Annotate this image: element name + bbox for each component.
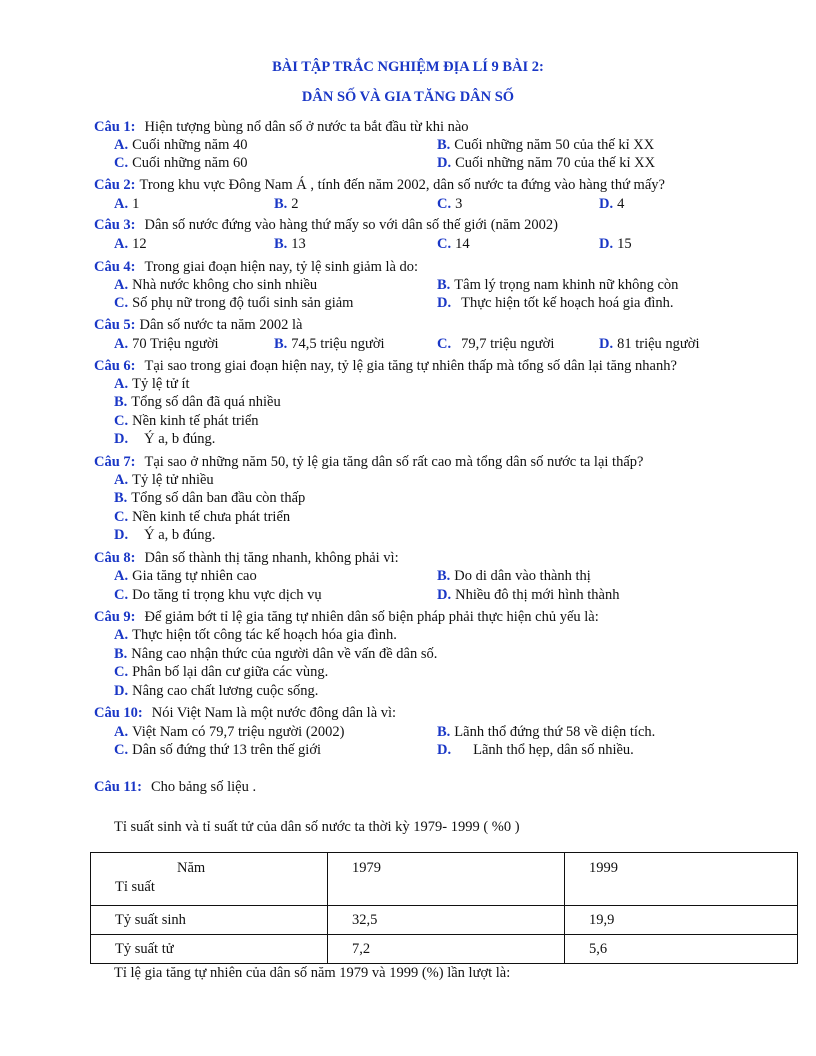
option-letter: B. xyxy=(274,236,288,252)
question-text: Dân số thành thị tăng nhanh, không phải vì: xyxy=(144,550,399,566)
question-label: Câu 9: xyxy=(94,609,136,625)
option-letter: D. xyxy=(599,196,614,212)
answer-option[interactable] xyxy=(437,136,654,155)
answer-option[interactable] xyxy=(437,294,674,313)
answer-option[interactable] xyxy=(114,276,317,295)
question-stem xyxy=(94,316,784,335)
option-row xyxy=(114,154,794,172)
option-letter: C. xyxy=(114,742,129,758)
question-text: Nói Việt Nam là một nước đông dân là vì: xyxy=(151,705,397,721)
option-text: Cuối những năm 70 của thế kỉ XX xyxy=(455,155,656,171)
answer-option[interactable] xyxy=(114,430,215,449)
option-letter: A. xyxy=(114,196,129,212)
answer-option[interactable] xyxy=(114,586,322,605)
option-text: 15 xyxy=(617,236,632,252)
answer-option[interactable] xyxy=(437,335,554,354)
option-letter: D. xyxy=(437,587,452,603)
option-row xyxy=(114,645,794,663)
option-row xyxy=(114,195,794,213)
answer-option[interactable] xyxy=(437,741,634,760)
answer-option[interactable] xyxy=(114,154,248,173)
question-label: Câu 2: xyxy=(94,177,136,193)
option-letter: B. xyxy=(274,196,288,212)
option-text: Cuối những năm 40 xyxy=(132,137,248,153)
option-text: Thực hiện tốt kế hoạch hoá gia đình. xyxy=(461,295,674,311)
option-text: Lãnh thổ đứng thứ 58 về diện tích. xyxy=(454,724,656,740)
question-label: Câu 4: xyxy=(94,259,136,275)
option-letter: A. xyxy=(114,568,129,584)
option-text: Nhà nước không cho sinh nhiều xyxy=(132,277,318,293)
answer-option[interactable] xyxy=(114,508,290,527)
option-row xyxy=(114,586,794,604)
question-text: Trong giai đoạn hiện nay, tỷ lệ sinh giảm là do: xyxy=(144,259,419,275)
answer-option[interactable] xyxy=(114,412,259,431)
option-text: 13 xyxy=(291,236,306,252)
option-letter: A. xyxy=(114,472,129,488)
answer-option[interactable] xyxy=(437,195,462,214)
question-text: Để giảm bớt tỉ lệ gia tăng tự nhiên dân số biện pháp phải thực hiện chủ yếu là: xyxy=(144,609,599,625)
table-cell: 5,6 xyxy=(565,935,798,964)
option-row xyxy=(114,276,794,294)
option-letter: D. xyxy=(114,683,129,699)
table-header-rate-label: Tỉ suất xyxy=(115,879,155,895)
question-stem xyxy=(94,549,784,568)
option-row xyxy=(114,723,794,741)
answer-option[interactable] xyxy=(599,235,632,254)
table-row xyxy=(91,906,798,935)
answer-option[interactable] xyxy=(114,294,353,313)
question-text: Tại sao ở những năm 50, tỷ lệ gia tăng dân số rất cao mà tổng dân số nước ta lại thấp? xyxy=(144,454,644,470)
option-text: 4 xyxy=(617,196,625,212)
option-letter: D. xyxy=(599,236,614,252)
question-stem xyxy=(94,778,784,797)
option-text: 1 xyxy=(132,196,140,212)
option-letter: D. xyxy=(114,431,129,447)
option-row xyxy=(114,682,794,700)
table-cell: 19,9 xyxy=(565,906,798,935)
answer-option[interactable] xyxy=(114,335,219,354)
option-row xyxy=(114,294,794,312)
option-text: Việt Nam có 79,7 triệu người (2002) xyxy=(132,724,345,740)
option-letter: B. xyxy=(274,336,288,352)
option-text: Phân bố lại dân cư giữa các vùng. xyxy=(132,664,329,680)
option-row xyxy=(114,526,794,544)
option-row xyxy=(114,136,794,154)
answer-option[interactable] xyxy=(274,235,306,254)
answer-option[interactable] xyxy=(114,663,328,682)
option-text: Nền kinh tế phát triển xyxy=(132,413,259,429)
answer-option[interactable] xyxy=(114,626,397,645)
option-row xyxy=(114,375,794,393)
question-stem xyxy=(94,704,784,723)
option-text: 14 xyxy=(455,236,470,252)
option-letter: B. xyxy=(114,646,128,662)
answer-option[interactable] xyxy=(437,235,470,254)
answer-option[interactable] xyxy=(114,682,318,701)
option-text: Dân số đứng thứ 13 trên thế giới xyxy=(132,742,322,758)
table-cell: 32,5 xyxy=(328,906,565,935)
table-header-year xyxy=(328,853,565,906)
answer-option[interactable] xyxy=(114,136,248,155)
option-letter: D. xyxy=(114,527,129,543)
option-text: Nền kinh tế chưa phát triển xyxy=(132,509,291,525)
option-letter: B. xyxy=(114,490,128,506)
data-table xyxy=(90,852,798,964)
option-letter: C. xyxy=(437,236,452,252)
option-row xyxy=(114,412,794,430)
option-letter: C. xyxy=(114,664,129,680)
answer-option[interactable] xyxy=(114,741,321,760)
option-letter: A. xyxy=(114,137,129,153)
question-label: Câu 6: xyxy=(94,358,136,374)
option-row xyxy=(114,508,794,526)
option-text: 12 xyxy=(132,236,147,252)
question-stem xyxy=(94,608,784,627)
question-text: Tại sao trong giai đoạn hiện nay, tỷ lệ gia tăng tự nhiên thấp mà tổng số dân lại tăng nhanh? xyxy=(144,358,677,374)
option-letter: C. xyxy=(437,336,452,352)
option-letter: A. xyxy=(114,627,129,643)
option-letter: C. xyxy=(114,155,129,171)
answer-option[interactable] xyxy=(437,723,655,742)
option-text: 79,7 triệu người xyxy=(461,336,555,352)
option-text: Thực hiện tốt công tác kế hoạch hóa gia đình. xyxy=(132,627,397,643)
table-intro: Tỉ suất sinh và tỉ suất tử của dân số nước ta thời kỳ 1979- 1999 ( %0 ) xyxy=(114,819,520,835)
option-letter: C. xyxy=(114,587,129,603)
option-row xyxy=(114,471,794,489)
option-text: Nhiều đô thị mới hình thành xyxy=(455,587,620,603)
table-row-label: Tỷ suất sinh xyxy=(91,906,328,935)
option-row xyxy=(114,430,794,448)
option-text: Nâng cao chất lương cuộc sống. xyxy=(132,683,319,699)
option-letter: B. xyxy=(437,277,451,293)
table-corner-cell xyxy=(91,853,328,906)
option-text: Lãnh thổ hẹp, dân số nhiều. xyxy=(473,742,634,758)
question-stem xyxy=(94,258,784,277)
answer-option[interactable] xyxy=(114,489,305,508)
option-letter: B. xyxy=(437,137,451,153)
option-text: Do tăng tỉ trọng khu vực dịch vụ xyxy=(132,587,322,603)
answer-option[interactable] xyxy=(114,375,190,394)
option-text: Do di dân vào thành thị xyxy=(454,568,591,584)
option-letter: B. xyxy=(114,394,128,410)
option-letter: D. xyxy=(437,155,452,171)
answer-option[interactable] xyxy=(114,723,344,742)
answer-option[interactable] xyxy=(437,586,619,605)
option-row xyxy=(114,626,794,644)
answer-option[interactable] xyxy=(114,645,437,664)
option-letter: D. xyxy=(437,295,452,311)
question-text: Hiện tượng bùng nổ dân số ở nước ta bắt đầu từ khi nào xyxy=(144,119,469,135)
option-text: Gia tăng tự nhiên cao xyxy=(132,568,257,584)
option-text: Ý a, b đúng. xyxy=(144,431,216,447)
table-year-1979: 1979 xyxy=(352,860,381,876)
answer-option[interactable] xyxy=(274,195,299,214)
answer-option[interactable] xyxy=(274,335,385,354)
option-letter: A. xyxy=(114,236,129,252)
question-text: Dân số nước đứng vào hàng thứ mấy so với dân số thế giới (năm 2002) xyxy=(144,217,558,233)
option-text: 3 xyxy=(455,196,463,212)
option-text: Tổng số dân đã quá nhiều xyxy=(131,394,281,410)
option-letter: C. xyxy=(114,295,129,311)
question-stem xyxy=(94,216,784,235)
option-letter: B. xyxy=(437,568,451,584)
option-letter: A. xyxy=(114,724,129,740)
option-letter: D. xyxy=(599,336,614,352)
option-row xyxy=(114,335,794,353)
answer-option[interactable] xyxy=(437,276,678,295)
option-text: Cuối những năm 50 của thế kỉ XX xyxy=(454,137,655,153)
answer-option[interactable] xyxy=(437,567,591,586)
answer-option[interactable] xyxy=(114,393,281,412)
table-row xyxy=(91,935,798,964)
question-stem xyxy=(94,176,784,195)
option-row xyxy=(114,663,794,681)
answer-option[interactable] xyxy=(114,471,214,490)
question-label: Câu 1: xyxy=(94,119,136,135)
option-text: Tổng số dân ban đầu còn thấp xyxy=(131,490,306,506)
option-letter: A. xyxy=(114,336,129,352)
option-text: Nâng cao nhận thức của người dân về vấn đề dân số. xyxy=(131,646,438,662)
option-row xyxy=(114,741,794,759)
answer-option[interactable] xyxy=(599,335,700,354)
table-year-1999: 1999 xyxy=(589,860,618,876)
table-header-row xyxy=(91,853,798,906)
option-text: Ý a, b đúng. xyxy=(144,527,216,543)
question-label: Câu 11: xyxy=(94,779,142,795)
answer-option[interactable] xyxy=(114,235,147,254)
question-stem xyxy=(94,453,784,472)
option-text: Cuối những năm 60 xyxy=(132,155,248,171)
question-stem xyxy=(94,357,784,376)
option-letter: A. xyxy=(114,376,129,392)
option-letter: C. xyxy=(114,509,129,525)
answer-option[interactable] xyxy=(114,195,139,214)
answer-option[interactable] xyxy=(599,195,624,214)
option-letter: C. xyxy=(437,196,452,212)
option-text: 70 Triệu người xyxy=(132,336,219,352)
option-text: 74,5 triệu người xyxy=(291,336,385,352)
option-letter: B. xyxy=(437,724,451,740)
question-label: Câu 7: xyxy=(94,454,136,470)
question-text: Cho bảng số liệu . xyxy=(150,779,257,795)
option-row xyxy=(114,489,794,507)
option-row xyxy=(114,235,794,253)
page-subtitle: DÂN SỐ VÀ GIA TĂNG DÂN SỐ xyxy=(301,89,515,105)
table-header-year xyxy=(565,853,798,906)
option-letter: A. xyxy=(114,277,129,293)
page-title: BÀI TẬP TRẮC NGHIỆM ĐỊA LÍ 9 BÀI 2: xyxy=(272,59,544,75)
answer-option[interactable] xyxy=(114,567,257,586)
option-text: Tỷ lệ tử ít xyxy=(132,376,190,392)
option-row xyxy=(114,393,794,411)
option-text: Tỷ lệ tử nhiều xyxy=(132,472,214,488)
option-row xyxy=(114,567,794,585)
option-letter: D. xyxy=(437,742,452,758)
table-header-year-label: Năm xyxy=(177,860,206,876)
table-cell: 7,2 xyxy=(328,935,565,964)
option-letter: C. xyxy=(114,413,129,429)
option-text: 2 xyxy=(291,196,299,212)
table-row-label: Tỷ suất tử xyxy=(91,935,328,964)
question-stem xyxy=(94,118,784,137)
question-tail: Tỉ lệ gia tăng tự nhiên của dân số năm 1979 và 1999 (%) lần lượt là: xyxy=(114,965,511,981)
answer-option[interactable] xyxy=(114,526,215,545)
option-text: 81 triệu người xyxy=(617,336,700,352)
answer-option[interactable] xyxy=(437,154,655,173)
question-text: Dân số nước ta năm 2002 là xyxy=(139,317,303,333)
question-text: Trong khu vực Đông Nam Á , tính đến năm 2002, dân số nước ta đứng vào hàng thứ mấy? xyxy=(139,177,665,193)
question-label: Câu 10: xyxy=(94,705,143,721)
question-label: Câu 5: xyxy=(94,317,136,333)
option-text: Tâm lý trọng nam khinh nữ không còn xyxy=(454,277,679,293)
question-label: Câu 8: xyxy=(94,550,136,566)
option-text: Số phụ nữ trong độ tuổi sinh sản giảm xyxy=(132,295,354,311)
question-label: Câu 3: xyxy=(94,217,136,233)
